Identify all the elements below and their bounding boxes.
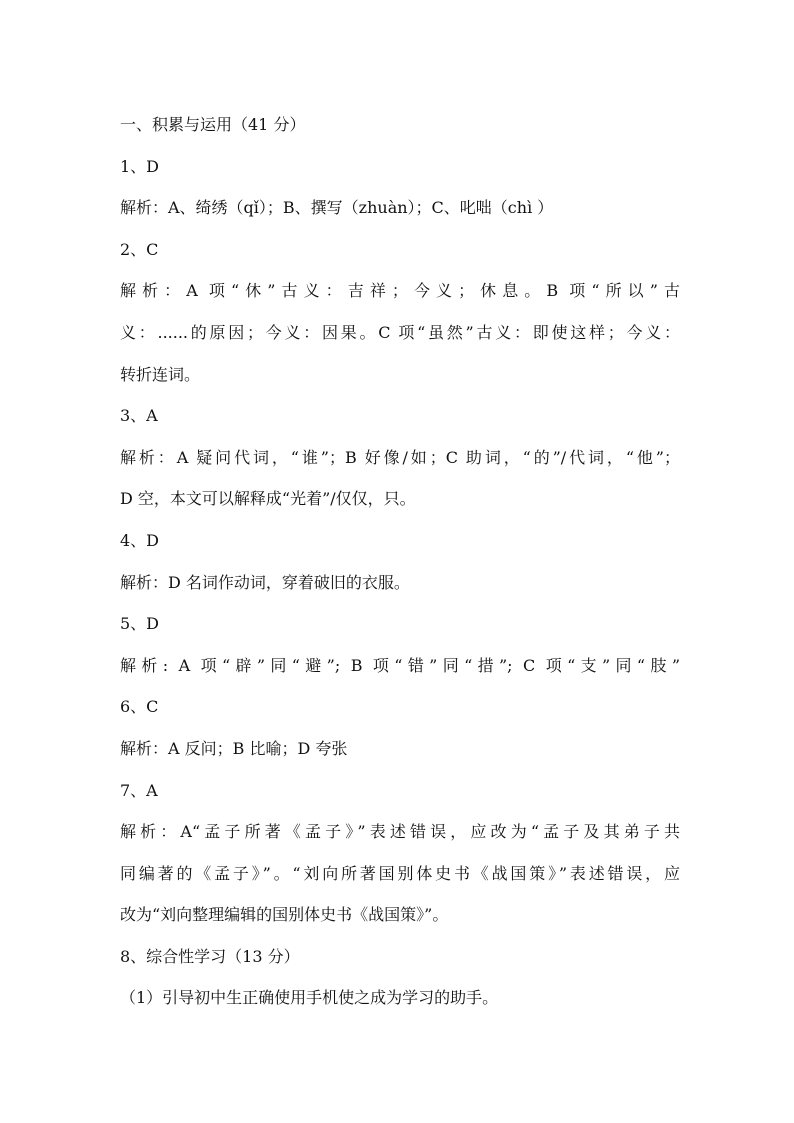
- answer-6: 6、C: [120, 697, 159, 717]
- explanation-2-line-1: 解析：A 项“休”古义：吉祥；今义；休息。B 项“所以”古: [120, 281, 680, 301]
- answer-text: [120, 104, 680, 1019]
- answer-7: 7、A: [120, 780, 158, 800]
- answer-4: 4、D: [120, 530, 160, 550]
- answer-1: 1、D: [120, 156, 160, 176]
- explanation-7-line-2: 同编著的《孟子》”。“刘向所著国别体史书《战国策》”表述错误，应: [120, 863, 680, 883]
- answer-3: 3、A: [120, 406, 158, 426]
- explanation-7-line-3: 改为“刘向整理编辑的国别体史书《战国策》”。: [120, 905, 449, 925]
- explanation-3-line-1: 解析：A 疑问代词，“谁”；B 好像/如；C 助词，“的”/代词，“他”；: [120, 447, 680, 467]
- explanation-2-line-2: 义：......的原因；今义：因果。C 项“虽然”古义：即使这样；今义：: [120, 322, 680, 342]
- answer-5: 5、D: [120, 614, 160, 634]
- question-8-heading: 8、综合性学习（13 分）: [120, 946, 300, 966]
- section-heading: 一、积累与运用（41 分）: [120, 115, 306, 134]
- explanation-4: 解析：D 名词作动词，穿着破旧的衣服。: [120, 572, 410, 592]
- explanation-5: 解析: A 项“辟”同“避”; B 项“错”同“措”; C 项“支”同“肢”: [120, 655, 680, 675]
- explanation-2-line-3: 转折连词。: [120, 364, 201, 384]
- question-8-part-1: （1）引导初中生正确使用手机使之成为学习的助手。: [120, 988, 499, 1008]
- explanation-7-line-1: 解析：A“孟子所著《孟子》”表述错误，应改为“孟子及其弟子共: [120, 822, 680, 842]
- explanation-1: 解析：A、绮绣（qǐ）；B、撰写（zhuàn）；C、叱咄（chì ）: [120, 198, 554, 218]
- explanation-3-line-2: D 空，本文可以解释成“光着”/仅仅，只。: [120, 489, 416, 509]
- explanation-6: 解析：A 反问；B 比喻；D 夸张: [120, 738, 348, 758]
- answer-2: 2、C: [120, 239, 159, 259]
